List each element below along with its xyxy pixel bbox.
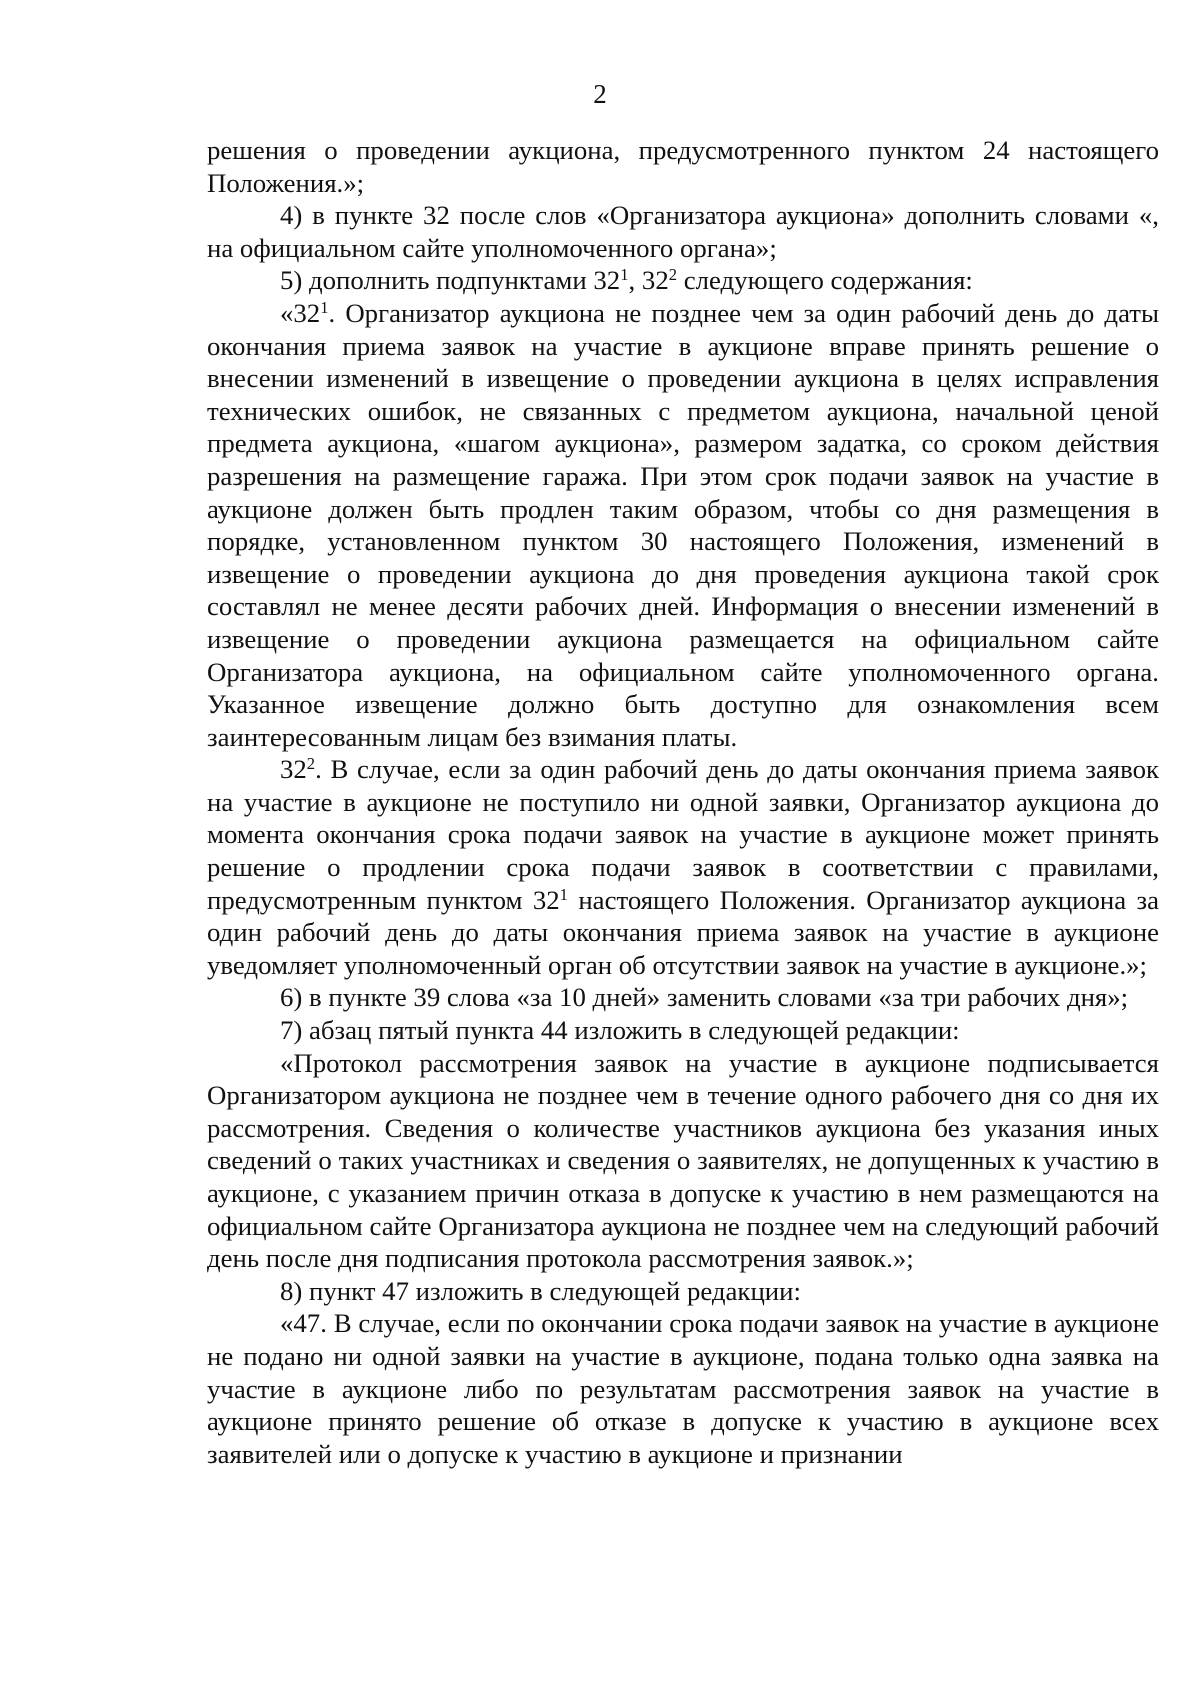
superscript-index: 2: [668, 265, 678, 285]
paragraph-text: «Протокол рассмотрения заявок на участие в аукционе подписывается Организатором аукциона не позднее чем в течение одного рабочего дня со дня их рассмотрения. Сведения о количестве участников аукциона без указания иных сведений о таких участниках и сведения о заявителях, не допущенных к участию в аукционе, с указанием причин отказа в допуске к участию в нем размещаются на официальном сайте Организатора аукциона не позднее чем на следующий рабочий день после дня подписания протокола рассмотрения заявок.»;: [207, 1047, 1159, 1274]
paragraph-text: следующего содержания:: [677, 265, 973, 296]
paragraph: [207, 981, 1159, 1014]
paragraph-text: решения о проведении аукциона, предусмотренного пунктом 24 настоящего Положения.»;: [207, 135, 1159, 198]
page-number: 2: [593, 79, 607, 109]
paragraph-text: . В случае, если за один рабочий день до даты окончания приема заявок на участие в аукционе не поступило ни одной заявки, Организатор аукциона до момента окончания срока подачи заявок на участие в аукционе может принять решение о продлении срока подачи заявок в соответствии с правилами, предусмотренным пунктом 32: [207, 754, 1159, 915]
paragraph-text: . Организатор аукциона не позднее чем за один рабочий день до даты окончания приема заявок на участие в аукционе вправе принять решение о внесении изменений в извещение о проведении аукциона в целях исправления технических ошибок, не связанных с предметом аукциона, начальной ценой предмета аукциона, «шагом аукциона», размером задатка, со сроком действия разрешения на размещение гаража. При этом срок подачи заявок на участие в аукционе должен быть продлен таким образом, чтобы со дня размещения в порядке, установленном пунктом 30 настоящего Положения, изменений в извещение о проведении аукциона до дня проведения аукциона такой срок составлял не менее десяти рабочих дней. Информация о внесении изменений в извещение о проведении аукциона размещается на официальном сайте Организатора аукциона, на официальном сайте уполномоченного органа. Указанное извещение должно быть доступно для ознакомления всем заинтересованным лицам без взимания платы.: [207, 297, 1159, 752]
superscript-index: 1: [559, 884, 568, 904]
superscript-index: 1: [620, 265, 629, 285]
paragraph: [207, 1047, 1159, 1275]
paragraph: [207, 1307, 1159, 1470]
paragraph: [207, 1014, 1159, 1047]
paragraph-text: 4) в пункте 32 после слов «Организатора аукциона» дополнить словами «, на официальном сайте уполномоченного органа»;: [207, 200, 1159, 263]
paragraph-text: настоящего Положения. Организатор аукциона за один рабочий день до даты окончания приема заявок на участие в аукционе уведомляет уполномоченный орган об отсутствии заявок на участие в аукционе.»;: [207, 884, 1159, 980]
paragraph-text: 6) в пункте 39 слова «за 10 дней» заменить словами «за три рабочих дня»;: [280, 982, 1129, 1013]
paragraph: [207, 753, 1159, 981]
paragraph: [207, 134, 1159, 199]
superscript-index: 1: [320, 297, 329, 317]
paragraph: [207, 264, 1159, 297]
document-body: [207, 134, 1159, 1470]
paragraph-text: , 32: [628, 265, 669, 296]
paragraph-text: 8) пункт 47 изложить в следующей редакции:: [280, 1275, 801, 1306]
paragraph: [207, 297, 1159, 753]
paragraph-text: «47. В случае, если по окончании срока подачи заявок на участие в аукционе не подано ни одной заявки на участие в аукционе, подана только одна заявка на участие в аукционе либо по результатам рассмотрения заявок на участие в аукционе принято решение об отказе в допуске к участию в аукционе всех заявителей или о допуске к участию в аукционе и признании: [207, 1308, 1159, 1469]
paragraph: [207, 1275, 1159, 1308]
superscript-index: 2: [306, 754, 316, 774]
paragraph-text: 32: [280, 754, 307, 785]
paragraph-text: 5) дополнить подпунктами 32: [280, 265, 621, 296]
paragraph-text: 7) абзац пятый пункта 44 изложить в следующей редакции:: [280, 1015, 960, 1046]
paragraph-text: «32: [280, 297, 321, 328]
paragraph: [207, 199, 1159, 264]
